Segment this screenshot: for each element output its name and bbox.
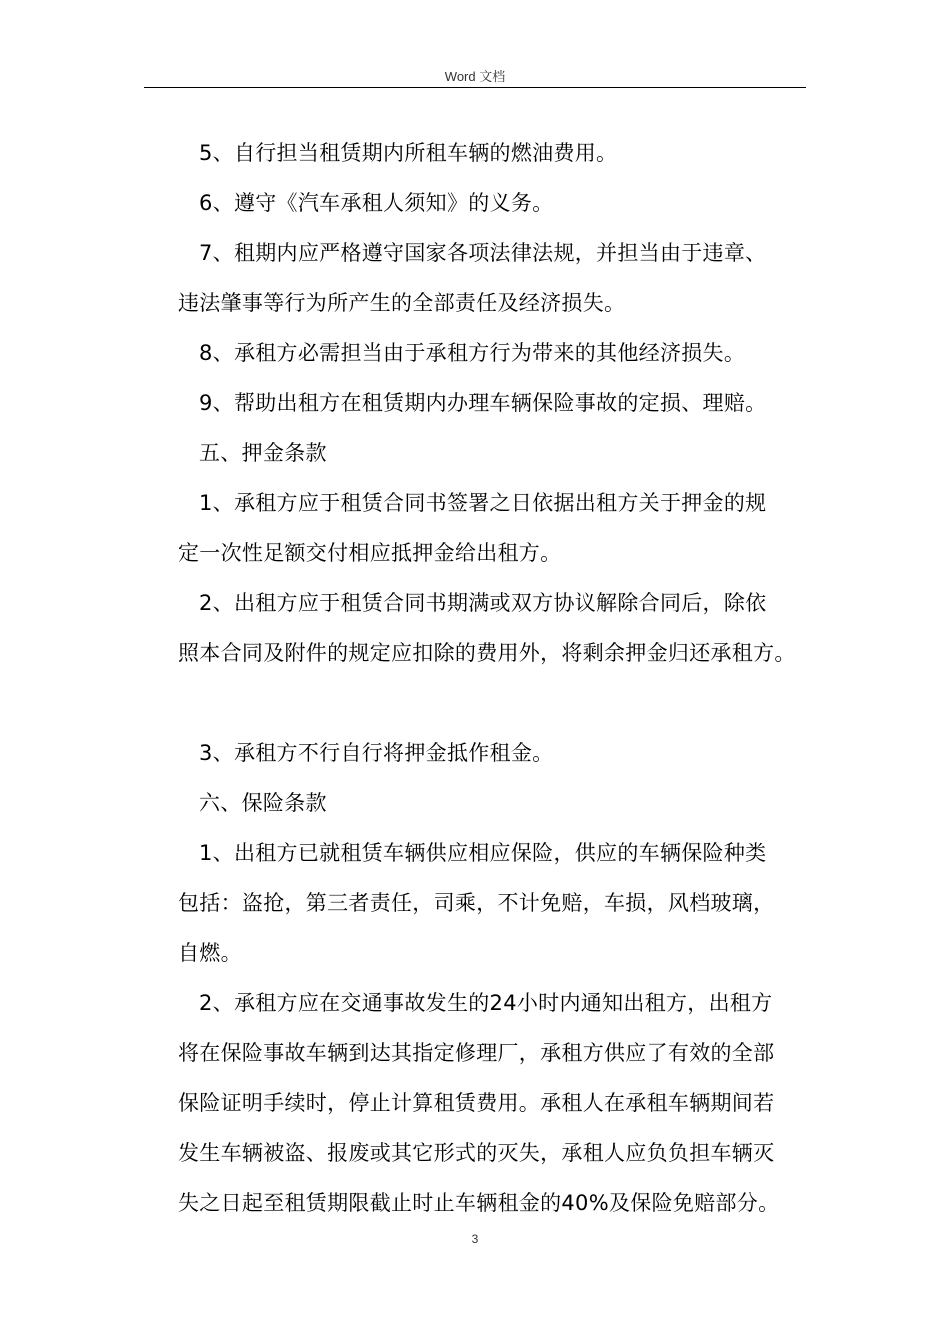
page-number: 3	[471, 1232, 479, 1246]
section-heading-insurance: 六、保险条款	[199, 791, 327, 815]
deposit-clause-1-line-1: 1、承租方应于租赁合同书签署之日依据出租方关于押金的规	[199, 491, 767, 515]
page-header: Word 文档	[444, 69, 506, 84]
insurance-clause-2-line-4: 发生车辆被盗、报废或其它形式的灭失，承租人应负负担车辆灭	[178, 1141, 775, 1165]
header-divider	[144, 87, 806, 88]
insurance-clause-2-line-5: 失之日起至租赁期限截止时止车辆租金的40%及保险免赔部分。	[178, 1191, 780, 1215]
insurance-clause-1-line-1: 1、出租方已就租赁车辆供应相应保险，供应的车辆保险种类	[199, 841, 767, 865]
clause-5-line: 5、自行担当租赁期内所租车辆的燃油费用。	[199, 141, 618, 165]
document-body	[178, 128, 820, 1228]
insurance-clause-2-line-2: 将在保险事故车辆到达其指定修理厂，承租方供应了有效的全部	[178, 1041, 775, 1065]
section-heading-deposit: 五、押金条款	[199, 441, 327, 465]
insurance-clause-1-line-3: 自燃。	[178, 941, 242, 965]
insurance-clause-1-line-2: 包括：盗抢，第三者责任，司乘，不计免赔，车损，风档玻璃，	[178, 891, 775, 915]
clause-6-line: 6、遵守《汽车承租人须知》的义务。	[199, 191, 554, 215]
insurance-clause-2-line-1: 2、承租方应在交通事故发生的24小时内通知出租方，出租方	[199, 991, 773, 1015]
clause-9-line: 9、帮助出租方在租赁期内办理车辆保险事故的定损、理赔。	[199, 391, 767, 415]
deposit-clause-1-line-2: 定一次性足额交付相应抵押金给出租方。	[178, 541, 562, 565]
deposit-clause-2-line-2: 照本合同及附件的规定应扣除的费用外，将剩余押金归还承租方。	[178, 641, 796, 665]
clause-7-line-1: 7、租期内应严格遵守国家各项法律法规，并担当由于违章、	[199, 241, 767, 265]
deposit-clause-3-line: 3、承租方不行自行将押金抵作租金。	[199, 741, 554, 765]
deposit-clause-2-line-1: 2、出租方应于租赁合同书期满或双方协议解除合同后，除依	[199, 591, 767, 615]
paragraph-gap	[178, 678, 820, 728]
clause-8-line: 8、承租方必需担当由于承租方行为带来的其他经济损失。	[199, 341, 746, 365]
insurance-clause-2-line-3: 保险证明手续时，停止计算租赁费用。承租人在承租车辆期间若	[178, 1091, 775, 1115]
clause-7-line-2: 违法肇事等行为所产生的全部责任及经济损失。	[178, 291, 626, 315]
